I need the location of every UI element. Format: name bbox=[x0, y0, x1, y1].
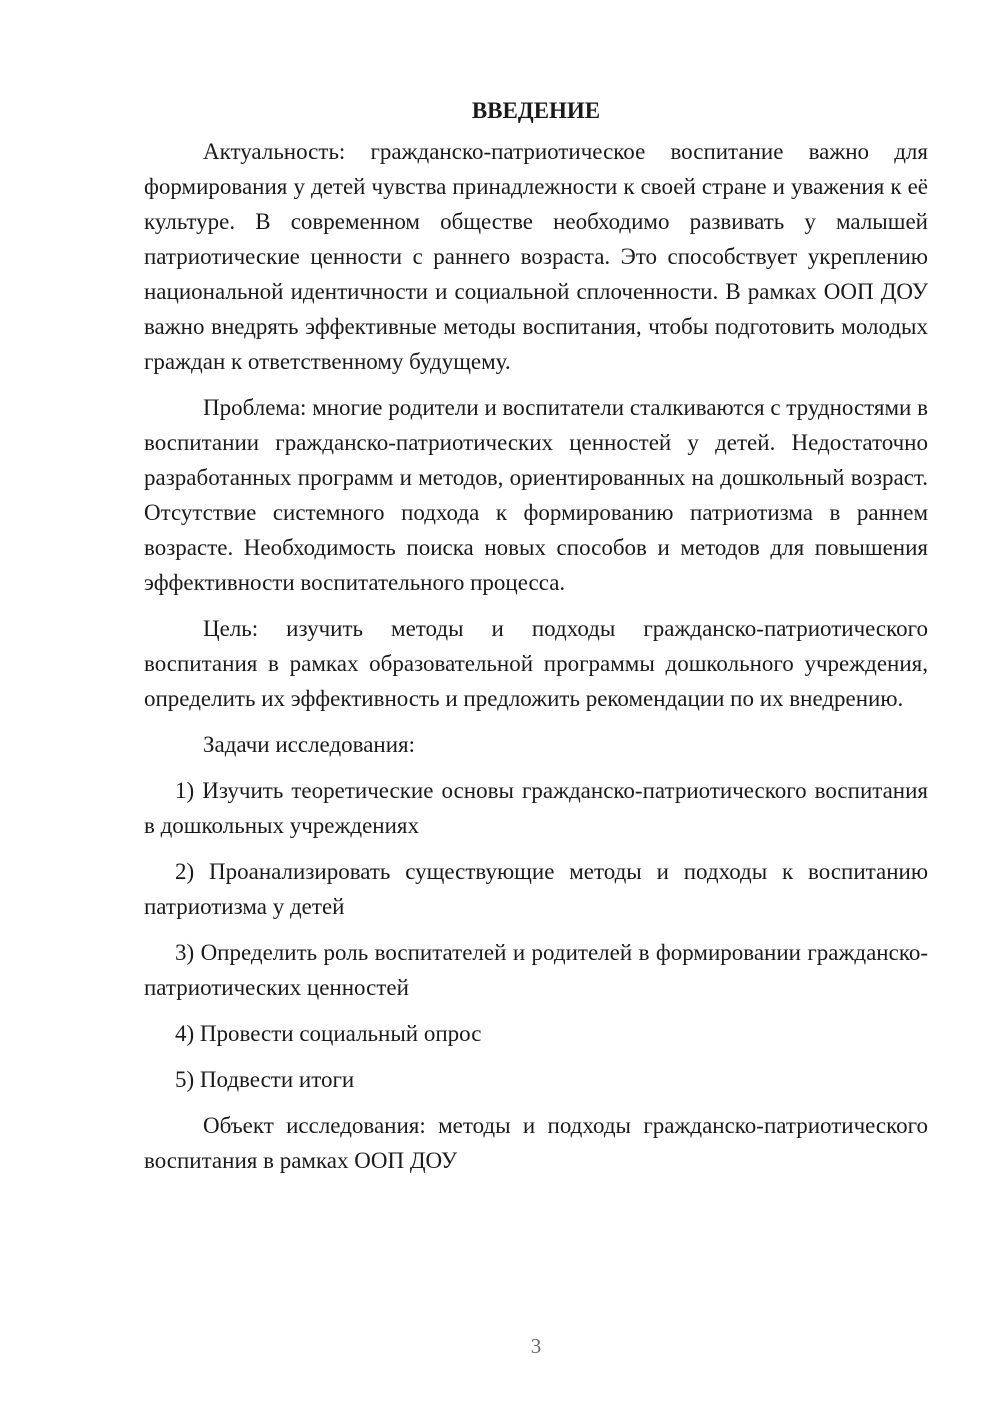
tasks-heading: Задачи исследования: bbox=[203, 732, 416, 757]
paragraph-goal: Цель: изучить методы и подходы гражданско-патриотического воспитания в рамках образовательной программы дошкольного учреждения, определить их эффективность и предложить рекомендации по их внедрению. bbox=[144, 616, 928, 711]
task-item-1: 1) Изучить теоретические основы гражданско-патриотического воспитания в дошкольных учреждениях bbox=[144, 778, 928, 838]
document-page bbox=[144, 96, 928, 1178]
paragraph-relevance: Актуальность: гражданско-патриотическое воспитание важно для формирования у детей чувства принадлежности к своей стране и уважения к её культуре. В современном обществе необходимо развивать у малышей патриотические ценности с раннего возраста. Это способствует укреплению национальной идентичности и социальной сплоченности. В рамках ООП ДОУ важно внедрять эффективные методы воспитания, чтобы подготовить молодых граждан к ответственному будущему. bbox=[144, 139, 928, 374]
task-item-3: 3) Определить роль воспитателей и родителей в формировании гражданско-патриотических ценностей bbox=[144, 940, 928, 1000]
task-item-5: 5) Подвести итоги bbox=[175, 1067, 355, 1092]
paragraph-object: Объект исследования: методы и подходы гражданско-патриотического воспитания в рамках ООП ДОУ bbox=[144, 1113, 928, 1173]
section-title: ВВЕДЕНИЕ bbox=[471, 98, 601, 123]
task-item-4: 4) Провести социальный опрос bbox=[175, 1021, 482, 1046]
paragraph-problem: Проблема: многие родители и воспитатели сталкиваются с трудностями в воспитании гражданско-патриотических ценностей у детей. Недостаточно разработанных программ и методов, ориентированных на дошкольный возраст. Отсутствие системного подхода к формированию патриотизма в раннем возрасте. Необходимость поиска новых способов и методов для повышения эффективности воспитательного процесса. bbox=[144, 395, 928, 595]
task-item-2: 2) Проанализировать существующие методы и подходы к воспитанию патриотизма у детей bbox=[144, 859, 928, 919]
page-number: 3 bbox=[530, 1334, 542, 1358]
